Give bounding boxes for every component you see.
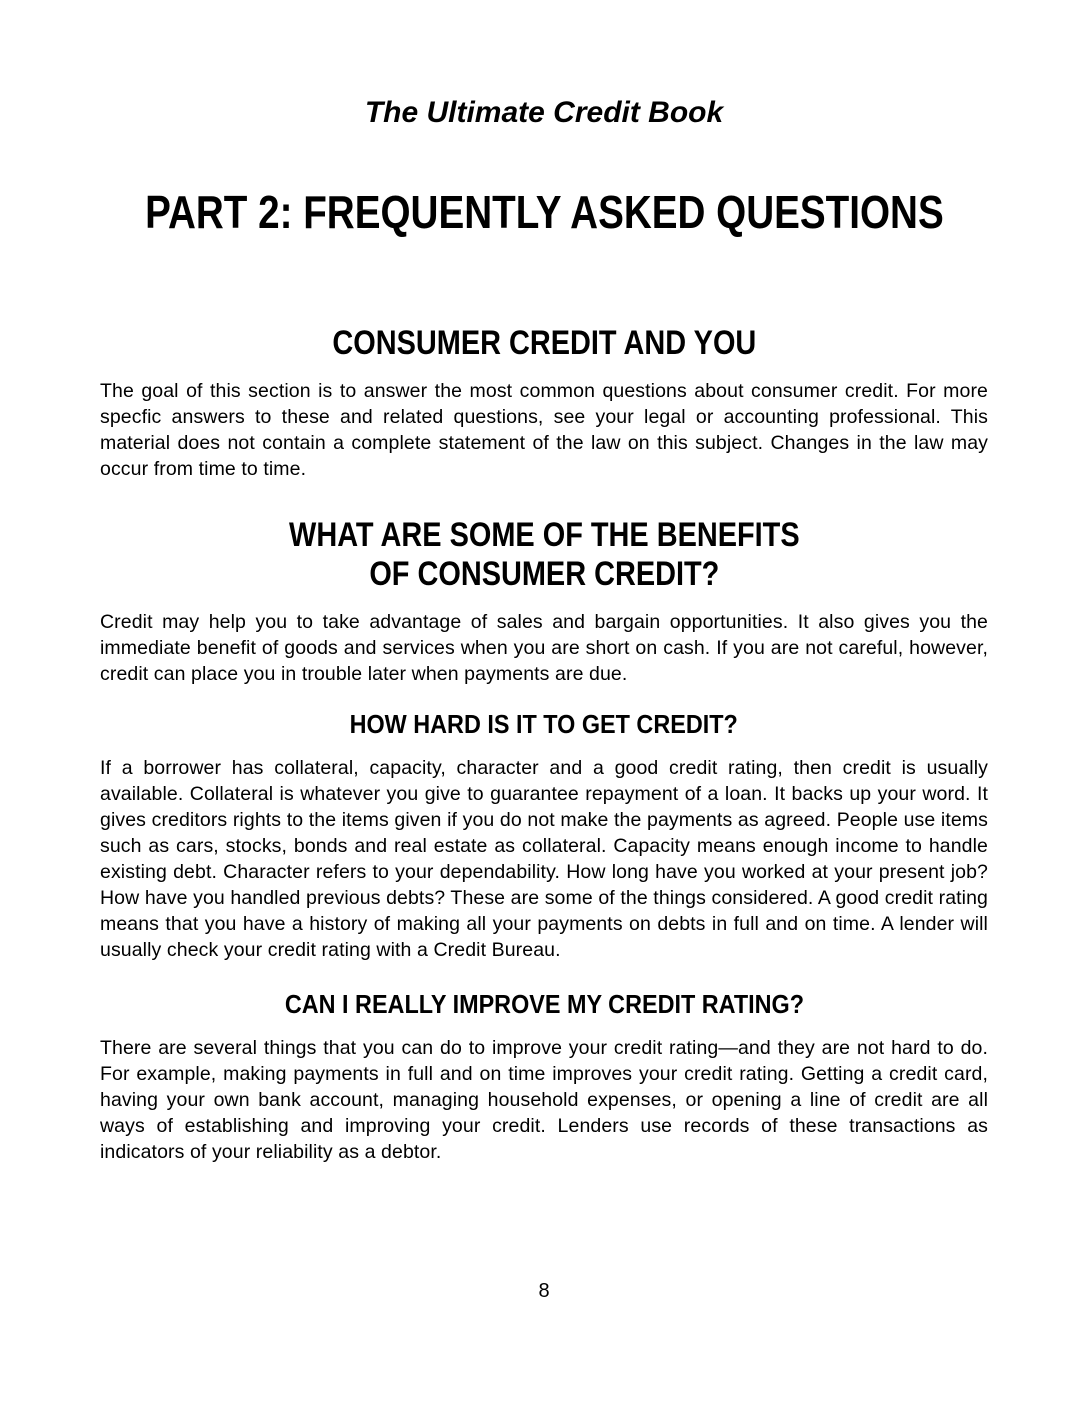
section-body-consumer-credit: The goal of this section is to answer the most common questions about consumer credit. For more specfic answers to these and related questions, see your legal or accounting professional. This material does not contain a complete statement of the law on this subject. Changes in the law may occur from time to time. <box>100 379 988 480</box>
book-title: The Ultimate Credit Book <box>364 96 724 129</box>
section-heading-line1: WHAT ARE SOME OF THE BENEFITS <box>288 515 800 554</box>
page-number: 8 <box>538 1280 550 1302</box>
part-title <box>0 187 1088 238</box>
section-heading-text: HOW HARD IS IT TO GET CREDIT? <box>349 708 739 739</box>
section-heading-improve-rating <box>0 989 1088 1020</box>
section-body-improve-rating: There are several things that you can do to improve your credit rating—and they are not hard to do. For example, making payments in full and on time improves your credit rating. Getting a credit card, having your own bank account, managing household expenses, or opening a line of credit are all ways of establishing and improving your credit. Lenders use records of these transactions as indicators of your reliability as a debtor. <box>100 1037 988 1164</box>
section-heading-benefits <box>0 516 1088 594</box>
section-heading-text <box>289 516 800 594</box>
section-heading-how-hard <box>0 709 1088 740</box>
section-heading-text: CONSUMER CREDIT AND YOU <box>332 323 756 362</box>
section-body-how-hard: If a borrower has collateral, capacity, character and a good credit rating, then credit is usually available. Collateral is whatever you give to guarantee repayment of a loan. It backs up your word. It gives creditors rights to the items given if you do not make the payments as agreed. People use items such as cars, stocks, bonds and real estate as collateral. Capacity means enough income to handle existing debt. Character refers to your dependability. How long have you worked at your present job? How have you handled previous debts? These are some of the things considered. A good credit rating means that you have a history of making all your payments on debts in full and on time. A lender will usually check your credit rating with a Credit Bureau. <box>100 757 988 962</box>
section-heading-consumer-credit <box>0 324 1088 363</box>
part-title-text: PART 2: FREQUENTLY ASKED QUESTIONS <box>144 186 944 238</box>
section-heading-line2: OF CONSUMER CREDIT? <box>368 554 719 593</box>
section-heading-text: CAN I REALLY IMPROVE MY CREDIT RATING? <box>284 989 804 1020</box>
section-body-benefits: Credit may help you to take advantage of sales and bargain opportunities. It also gives you the immediate benefit of goods and services when you are short on cash. If you are not careful, however, credit can place you in trouble later when payments are due. <box>100 610 988 685</box>
